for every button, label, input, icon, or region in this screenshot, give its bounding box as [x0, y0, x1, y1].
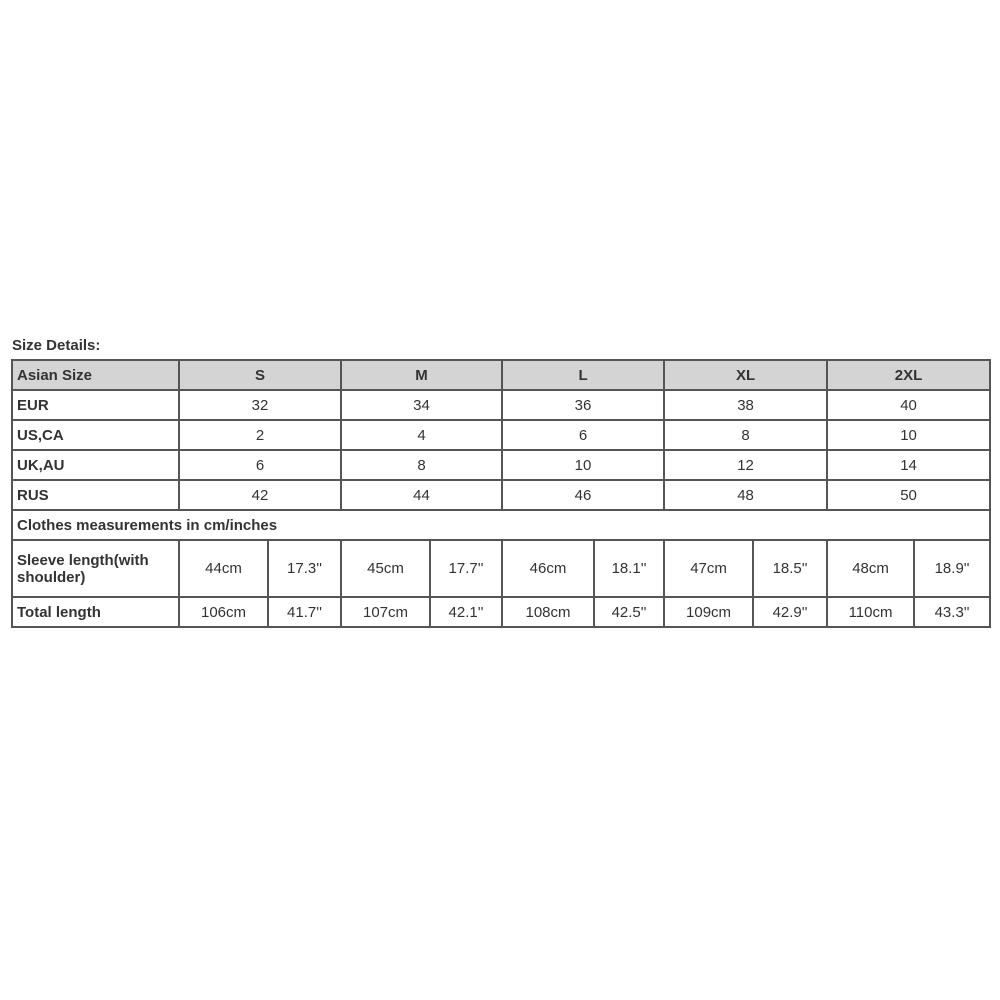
table-cell: 10	[827, 420, 990, 450]
table-cell: 12	[664, 450, 827, 480]
row-label: US,CA	[12, 420, 179, 450]
inch-cell: 42.9''	[753, 597, 827, 627]
table-cell: 8	[664, 420, 827, 450]
table-cell: 40	[827, 390, 990, 420]
table-cell: 14	[827, 450, 990, 480]
inch-cell: 17.7''	[430, 540, 502, 597]
header-label: Asian Size	[12, 360, 179, 390]
table-cell: 50	[827, 480, 990, 510]
size-header: L	[502, 360, 664, 390]
cm-cell: 108cm	[502, 597, 594, 627]
size-header: M	[341, 360, 502, 390]
table-row	[12, 450, 990, 480]
inch-cell: 18.1''	[594, 540, 664, 597]
inch-cell: 43.3''	[914, 597, 990, 627]
cm-cell: 47cm	[664, 540, 753, 597]
measurements-heading: Clothes measurements in cm/inches	[12, 510, 990, 540]
row-label: Total length	[12, 597, 179, 627]
table-cell: 42	[179, 480, 341, 510]
row-label: RUS	[12, 480, 179, 510]
inch-cell: 18.9''	[914, 540, 990, 597]
table-row	[12, 390, 990, 420]
table-cell: 2	[179, 420, 341, 450]
page-title: Size Details:	[12, 337, 101, 354]
cm-cell: 46cm	[502, 540, 594, 597]
table-cell: 6	[179, 450, 341, 480]
cm-cell: 44cm	[179, 540, 268, 597]
table-cell: 46	[502, 480, 664, 510]
section-heading-row	[12, 510, 990, 540]
inch-cell: 41.7''	[268, 597, 341, 627]
inch-cell: 42.5''	[594, 597, 664, 627]
row-label: Sleeve length(with shoulder)	[12, 540, 179, 597]
inch-cell: 18.5''	[753, 540, 827, 597]
table-cell: 48	[664, 480, 827, 510]
table-cell: 6	[502, 420, 664, 450]
cm-cell: 48cm	[827, 540, 914, 597]
table-cell: 10	[502, 450, 664, 480]
cm-cell: 109cm	[664, 597, 753, 627]
inch-cell: 42.1''	[430, 597, 502, 627]
cm-cell: 110cm	[827, 597, 914, 627]
table-cell: 4	[341, 420, 502, 450]
table-cell: 44	[341, 480, 502, 510]
table-row	[12, 540, 990, 597]
cm-cell: 107cm	[341, 597, 430, 627]
table-cell: 38	[664, 390, 827, 420]
row-label: EUR	[12, 390, 179, 420]
size-header: 2XL	[827, 360, 990, 390]
table-row	[12, 597, 990, 627]
size-header: XL	[664, 360, 827, 390]
table-row	[12, 480, 990, 510]
row-label: UK,AU	[12, 450, 179, 480]
size-header: S	[179, 360, 341, 390]
size-chart-table	[11, 359, 991, 628]
table-row	[12, 420, 990, 450]
inch-cell: 17.3''	[268, 540, 341, 597]
table-cell: 32	[179, 390, 341, 420]
table-cell: 8	[341, 450, 502, 480]
table-cell: 34	[341, 390, 502, 420]
cm-cell: 45cm	[341, 540, 430, 597]
table-header-row	[12, 360, 990, 390]
table-cell: 36	[502, 390, 664, 420]
cm-cell: 106cm	[179, 597, 268, 627]
